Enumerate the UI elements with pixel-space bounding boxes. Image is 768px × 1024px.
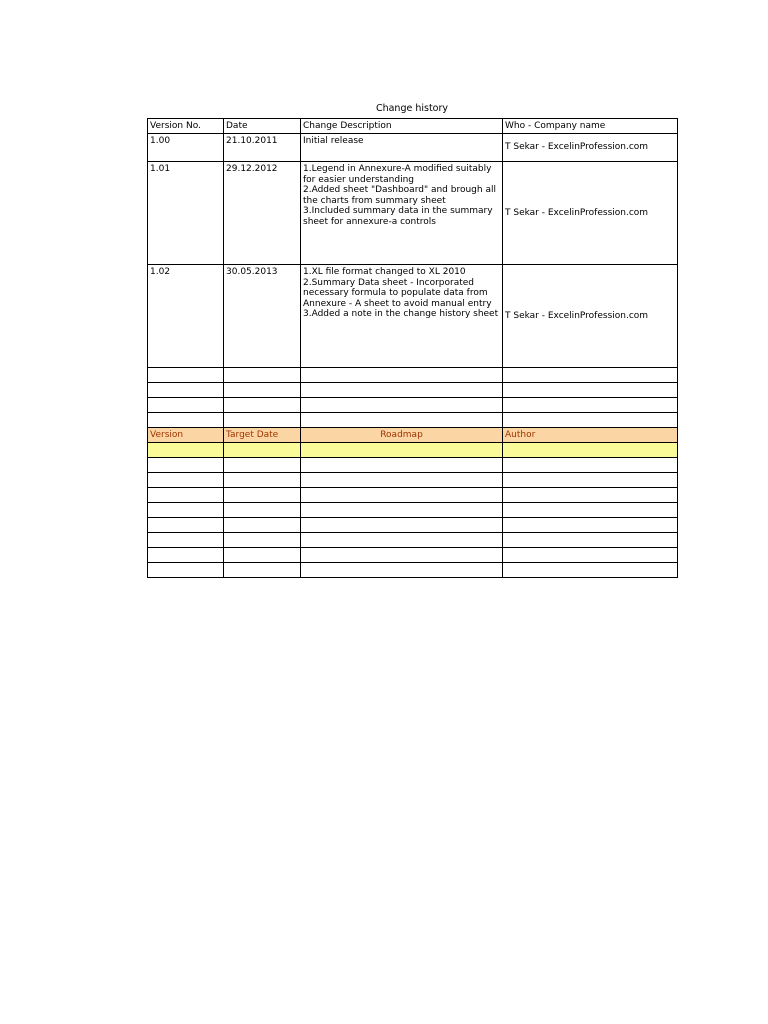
empty-cell[interactable] [503,533,678,548]
highlighted-empty-row [148,443,678,458]
empty-row [148,488,678,503]
header-who-company-name[interactable]: Who - Company name [503,119,678,134]
empty-cell[interactable] [503,398,678,413]
empty-row [148,533,678,548]
empty-cell[interactable] [503,488,678,503]
empty-row [148,383,678,398]
empty-cell[interactable] [224,563,301,578]
empty-cell[interactable] [503,473,678,488]
empty-row [148,413,678,428]
version-cell[interactable]: 1.00 [148,134,224,162]
empty-cell[interactable] [224,383,301,398]
empty-cell[interactable] [503,368,678,383]
empty-cell[interactable] [301,368,503,383]
empty-cell[interactable] [224,533,301,548]
empty-row [148,368,678,383]
empty-cell[interactable] [301,563,503,578]
empty-row [148,518,678,533]
empty-cell[interactable] [224,398,301,413]
empty-cell[interactable] [224,413,301,428]
empty-row [148,473,678,488]
empty-row [148,398,678,413]
empty-cell[interactable] [148,383,224,398]
header-version[interactable]: Version [148,428,224,443]
change-history-header-row [148,119,678,134]
empty-cell[interactable] [301,383,503,398]
empty-cell[interactable] [301,443,503,458]
header-version-no[interactable]: Version No. [148,119,224,134]
empty-cell[interactable] [301,503,503,518]
description-cell[interactable]: 1.XL file format changed to XL 2010 2.Summary Data sheet - Incorporated necessary formula to populate data from Annexure - A sheet to avoid manual entry 3.Added a note in the change history sheet [301,265,503,368]
empty-cell[interactable] [224,443,301,458]
date-cell[interactable]: 30.05.2013 [224,265,301,368]
empty-cell[interactable] [301,518,503,533]
change-history-row [148,265,678,368]
header-date[interactable]: Date [224,119,301,134]
change-history-row [148,134,678,162]
empty-cell[interactable] [301,473,503,488]
date-cell[interactable]: 29.12.2012 [224,162,301,265]
empty-cell[interactable] [503,458,678,473]
empty-cell[interactable] [301,488,503,503]
empty-cell[interactable] [148,488,224,503]
empty-cell[interactable] [148,413,224,428]
who-cell[interactable]: T Sekar - ExcelinProfession.com [503,265,678,368]
description-cell[interactable]: 1.Legend in Annexure-A modified suitably for easier understanding 2.Added sheet "Dashboard" and brough all the charts from summary sheet 3.Included summary data in the summary sheet for annexure-a controls [301,162,503,265]
who-cell[interactable]: T Sekar - ExcelinProfession.com [503,134,678,162]
empty-cell[interactable] [224,368,301,383]
change-history-table [147,118,678,578]
header-change-description[interactable]: Change Description [301,119,503,134]
empty-cell[interactable] [503,518,678,533]
empty-cell[interactable] [301,458,503,473]
empty-row [148,503,678,518]
empty-cell[interactable] [301,533,503,548]
empty-cell[interactable] [148,443,224,458]
empty-cell[interactable] [224,488,301,503]
header-author[interactable]: Author [503,428,678,443]
empty-cell[interactable] [224,473,301,488]
roadmap-header-row [148,428,678,443]
empty-cell[interactable] [148,503,224,518]
version-cell[interactable]: 1.01 [148,162,224,265]
empty-cell[interactable] [503,548,678,563]
description-cell[interactable]: Initial release [301,134,503,162]
empty-cell[interactable] [224,458,301,473]
version-cell[interactable]: 1.02 [148,265,224,368]
empty-cell[interactable] [224,548,301,563]
header-target-date[interactable]: Target Date [224,428,301,443]
empty-cell[interactable] [148,533,224,548]
date-cell[interactable]: 21.10.2011 [224,134,301,162]
page-title: Change history [375,103,449,114]
header-roadmap[interactable]: Roadmap [301,428,503,443]
empty-cell[interactable] [148,473,224,488]
empty-cell[interactable] [503,383,678,398]
empty-cell[interactable] [503,503,678,518]
empty-row [148,563,678,578]
empty-cell[interactable] [148,548,224,563]
empty-cell[interactable] [503,443,678,458]
empty-row [148,548,678,563]
empty-cell[interactable] [503,563,678,578]
empty-cell[interactable] [503,413,678,428]
empty-row [148,458,678,473]
empty-cell[interactable] [148,563,224,578]
empty-cell[interactable] [301,398,503,413]
empty-cell[interactable] [301,413,503,428]
empty-cell[interactable] [224,503,301,518]
empty-cell[interactable] [301,548,503,563]
who-cell[interactable]: T Sekar - ExcelinProfession.com [503,162,678,265]
change-history-row [148,162,678,265]
empty-cell[interactable] [224,518,301,533]
empty-cell[interactable] [148,458,224,473]
empty-cell[interactable] [148,518,224,533]
empty-cell[interactable] [148,398,224,413]
empty-cell[interactable] [148,368,224,383]
